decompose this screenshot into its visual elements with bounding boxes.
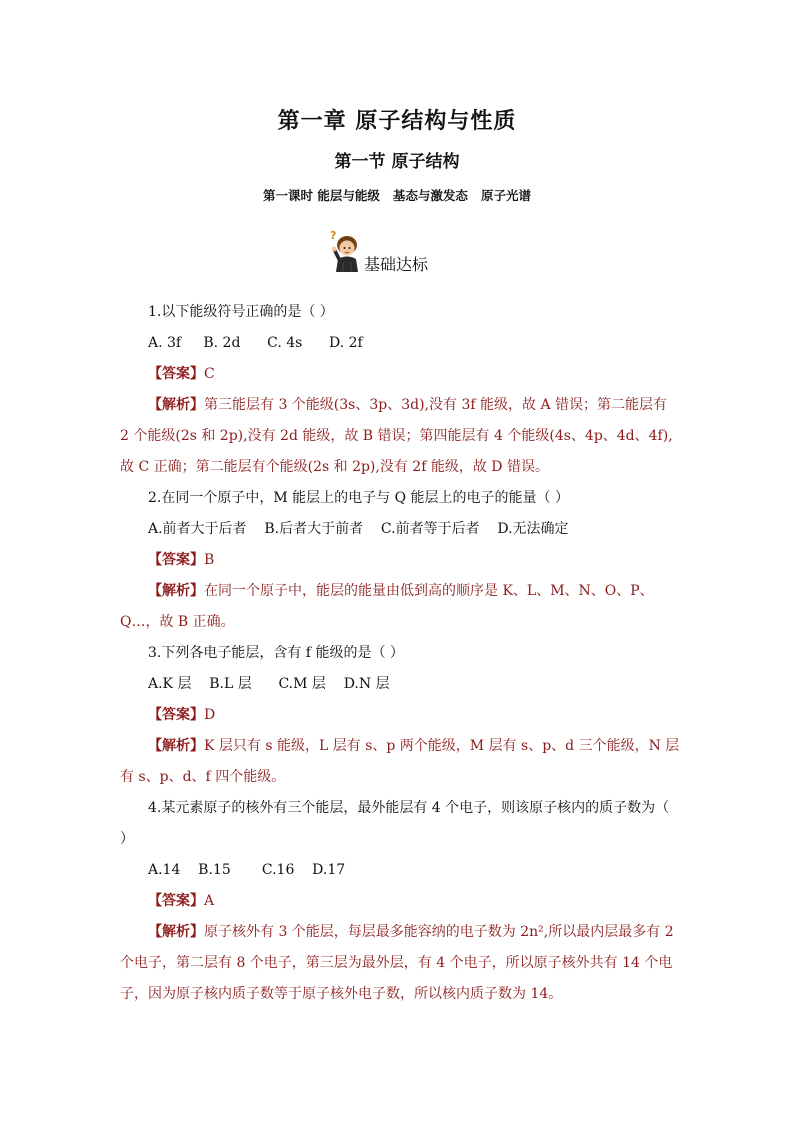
explanation-text: 原子核外有 3 个能层，每层最多能容纳的电子数为 2n²,所以最内层最多有 2 个电子，第二层有 8 个电子，第三层为最外层，有 4 个电子，所以原子核外共有 14 个电子，因为原子核内质子数等于原子核外电子数，所以核内质子数为 14。 — [120, 924, 674, 1002]
question-list — [120, 297, 680, 1010]
question-options: A.14 B.15 C.16 D.17 — [148, 862, 346, 878]
question-block — [120, 638, 680, 793]
question-options: A.K 层 B.L 层 C.M 层 D.N 层 — [148, 676, 390, 692]
question-options: A.前者大于后者 B.后者大于前者 C.前者等于后者 D.无法确定 — [148, 521, 569, 537]
explanation — [120, 390, 680, 483]
explanation-tag: 【解析】 — [148, 924, 204, 940]
explanation-text: 第三能层有 3 个能级(3s、3p、3d),没有 3f 能级，故 A 错误；第二能层有 2 个能级(2s 和 2p),没有 2d 能级，故 B 错误；第四能层有 4 个能级(4s、4p、4d、4f),故 C 正确；第二能层有个能级(2s 和 2p),没有 2f 能级，故 D 错误。 — [120, 397, 673, 475]
section-header — [326, 228, 466, 272]
answer-value: D — [204, 707, 216, 723]
question-stem: 1.以下能级符号正确的是（ ） — [148, 304, 334, 320]
lesson-title: 第一课时 能层与能级 基态与激发态 原子光谱 — [263, 188, 531, 203]
section-title: 第一节 原子结构 — [334, 152, 460, 172]
answer-tag: 【答案】 — [148, 366, 204, 382]
answer-line — [120, 700, 680, 731]
answer-line — [120, 359, 680, 390]
question-block — [120, 297, 680, 483]
svg-text:?: ? — [330, 229, 337, 242]
explanation-tag: 【解析】 — [148, 397, 204, 413]
question-stem: 2.在同一个原子中，M 能层上的电子与 Q 能层上的电子的能量（ ） — [148, 490, 569, 506]
question-options: A. 3f B. 2d C. 4s D. 2f — [148, 335, 363, 351]
chapter-title: 第一章 原子结构与性质 — [277, 108, 517, 134]
explanation — [120, 731, 680, 793]
explanation-text: K 层只有 s 能级，L 层有 s、p 两个能级，M 层有 s、p、d 三个能级，N 层有 s、p、d、f 四个能级。 — [120, 738, 680, 785]
answer-tag: 【答案】 — [148, 707, 204, 723]
answer-line — [120, 886, 680, 917]
explanation-tag: 【解析】 — [148, 738, 204, 754]
answer-value: A — [204, 893, 215, 909]
answer-tag: 【答案】 — [148, 893, 204, 909]
question-block — [120, 483, 680, 638]
explanation-tag: 【解析】 — [148, 583, 204, 599]
explanation — [120, 576, 680, 638]
explanation — [120, 917, 680, 1010]
question-stem: 4.某元素原子的核外有三个能层，最外能层有 4 个电子，则该原子核内的质子数为（ ） — [120, 800, 670, 847]
answer-value: C — [204, 366, 215, 382]
answer-line — [120, 545, 680, 576]
answer-tag: 【答案】 — [148, 552, 204, 568]
question-stem: 3.下列各电子能层，含有 f 能级的是（ ） — [148, 645, 404, 661]
thinking-student-icon — [326, 228, 366, 274]
section-label: 基础达标 — [364, 255, 429, 274]
answer-value: B — [204, 552, 215, 568]
question-block — [120, 793, 680, 1010]
explanation-text: 在同一个原子中，能层的能量由低到高的顺序是 K、L、M、N、O、P、Q…，故 B 正确。 — [120, 583, 654, 630]
